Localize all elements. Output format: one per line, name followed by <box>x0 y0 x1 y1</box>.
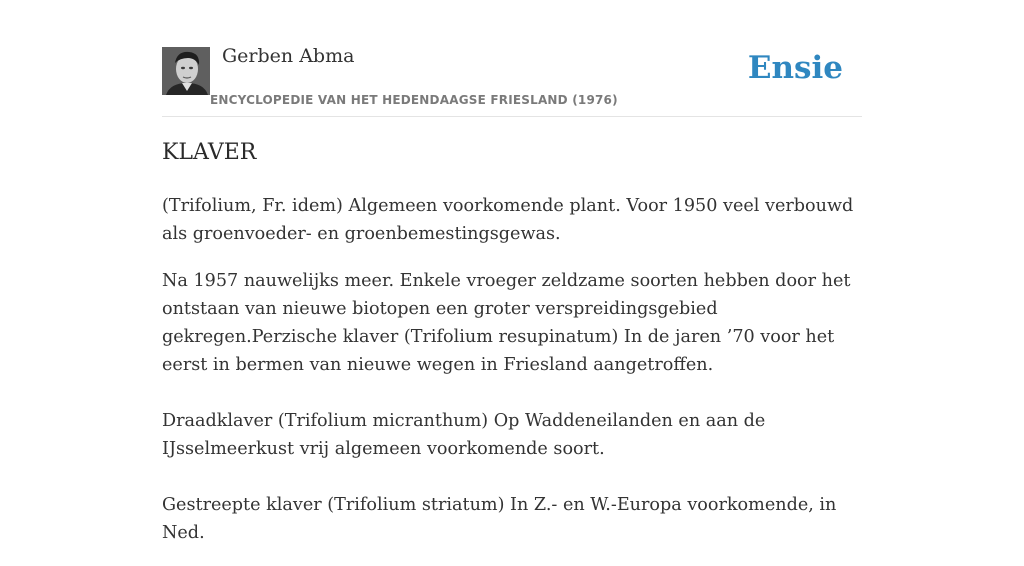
article-body <box>162 192 882 566</box>
author-avatar[interactable] <box>162 47 210 95</box>
article-page <box>162 0 862 543</box>
article-title: KLAVER <box>162 140 257 165</box>
article-paragraph: (Trifolium, Fr. idem) Algemeen voorkomende plant. Voor 1950 veel verbouwd als groenvoeder- en groenbemestingsgewas. <box>162 196 854 244</box>
ensie-logo[interactable]: Ensie <box>747 50 843 86</box>
article-header <box>162 0 862 117</box>
author-portrait-icon <box>162 47 210 95</box>
author-name[interactable]: Gerben Abma <box>222 45 355 67</box>
source-title[interactable]: ENCYCLOPEDIE VAN HET HEDENDAAGSE FRIESLAND (1976) <box>210 93 618 107</box>
article-paragraph: Na 1957 nauwelijks meer. Enkele vroeger zeldzame soorten hebben door het ontstaan van nieuwe biotopen een groter verspreidingsgebied gekregen.Perzische klaver (Trifolium resupinatum) In de jaren ’70 voor het eerst in bermen van nieuwe wegen in Friesland aangetroffen. Draadklaver (Trifolium micranthum) Op Waddeneilanden en aan de IJsselmeerkust vrij algemeen voorkomende soort. Gestreepte klaver (Trifolium striatum) In Z.- en W.-Europa voorkomende, in Ned. <box>162 271 851 543</box>
